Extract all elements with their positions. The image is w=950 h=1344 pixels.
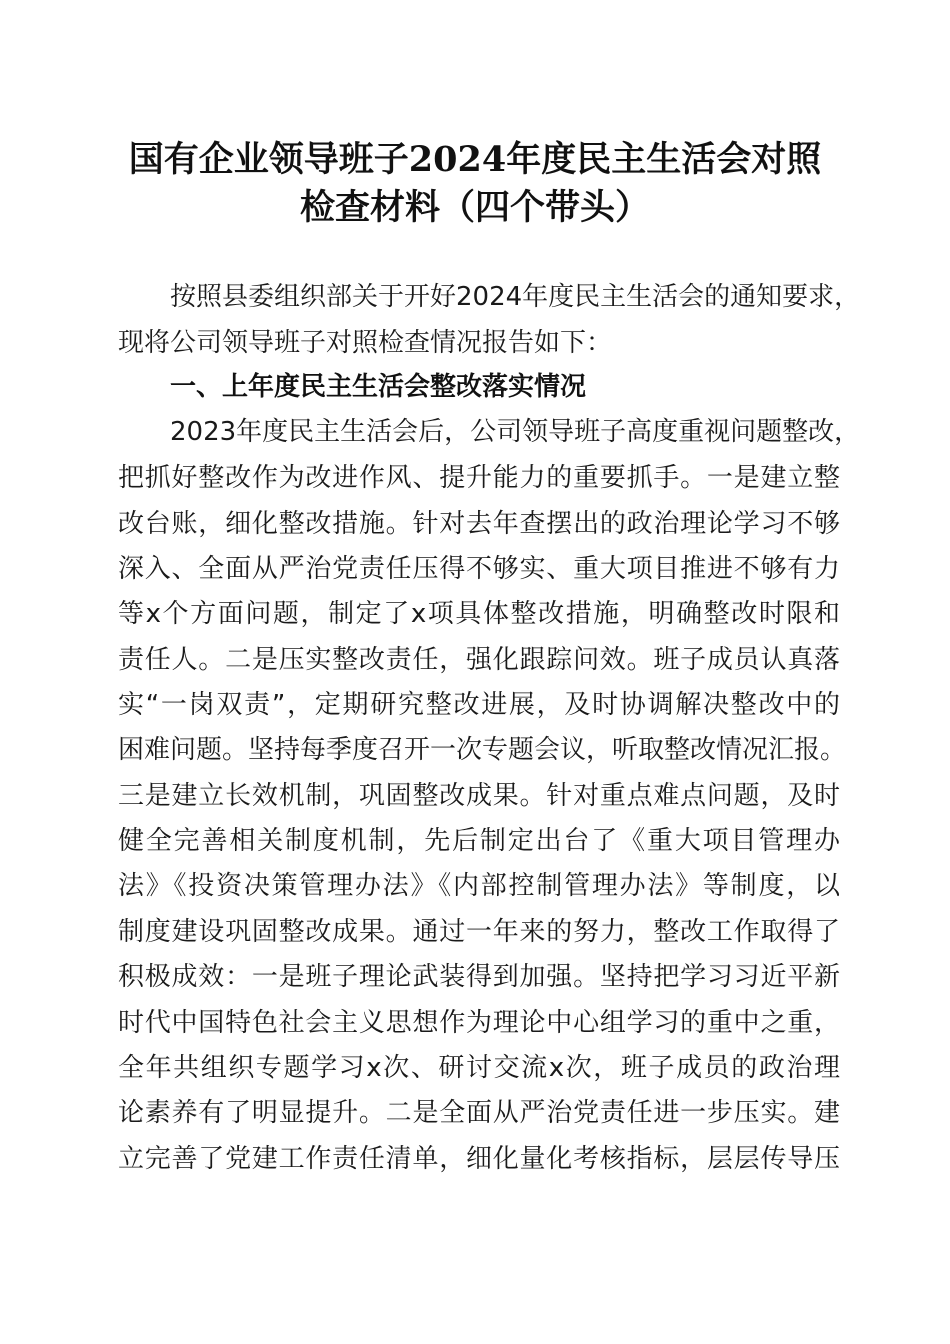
document-title-line-2: 检查材料（四个带头） [299, 187, 650, 228]
intro-paragraph-line: 现将公司领导班子对照检查情况报告如下： [118, 328, 613, 358]
section-paragraph-line: 积极成效：一是班子理论武装得到加强。坚持把学习习近平新 [118, 962, 840, 992]
section-paragraph-line: 法》《投资决策管理办法》《内部控制管理办法》等制度，以 [118, 871, 840, 901]
section-paragraph-line: 全年共组织专题学习x次、研讨交流x次，班子成员的政治理 [118, 1053, 840, 1083]
section-paragraph-line: 论素养有了明显提升。二是全面从严治党责任进一步压实。建 [118, 1098, 840, 1128]
section-paragraph-line: 健全完善相关制度机制，先后制定出台了《重大项目管理办 [118, 826, 840, 856]
section-paragraph-line: 2023年度民主生活会后，公司领导班子高度重视问题整改， [170, 417, 861, 447]
section-paragraph-line: 深入、全面从严治党责任压得不够实、重大项目推进不够有力 [118, 554, 840, 584]
section-paragraph-line: 责任人。二是压实整改责任，强化跟踪问效。班子成员认真落 [118, 645, 840, 675]
section-paragraph-line: 改台账，细化整改措施。针对去年查摆出的政治理论学习不够 [118, 509, 840, 539]
section-paragraph-line: 困难问题。坚持每季度召开一次专题会议，听取整改情况汇报。 [118, 735, 847, 765]
section-paragraph-line: 三是建立长效机制，巩固整改成果。针对重点难点问题，及时 [118, 781, 840, 811]
document-title-line-1: 国有企业领导班子2024年度民主生活会对照 [128, 139, 822, 180]
section-paragraph-line: 制度建设巩固整改成果。通过一年来的努力，整改工作取得了 [118, 917, 840, 947]
section-paragraph-line: 把抓好整改作为改进作风、提升能力的重要抓手。一是建立整 [118, 463, 840, 493]
section-paragraph-line: 实“一岗双责”，定期研究整改进展，及时协调解决整改中的 [118, 690, 840, 720]
section-paragraph-line: 等x个方面问题，制定了x项具体整改措施，明确整改时限和 [118, 599, 840, 629]
section-paragraph-line: 时代中国特色社会主义思想作为理论中心组学习的重中之重， [118, 1008, 840, 1038]
section-paragraph-line: 立完善了党建工作责任清单，细化量化考核指标，层层传导压 [118, 1144, 840, 1174]
intro-paragraph-line: 按照县委组织部关于开好2024年度民主生活会的通知要求， [170, 282, 861, 312]
section-heading: 一、上年度民主生活会整改落实情况 [170, 372, 587, 402]
